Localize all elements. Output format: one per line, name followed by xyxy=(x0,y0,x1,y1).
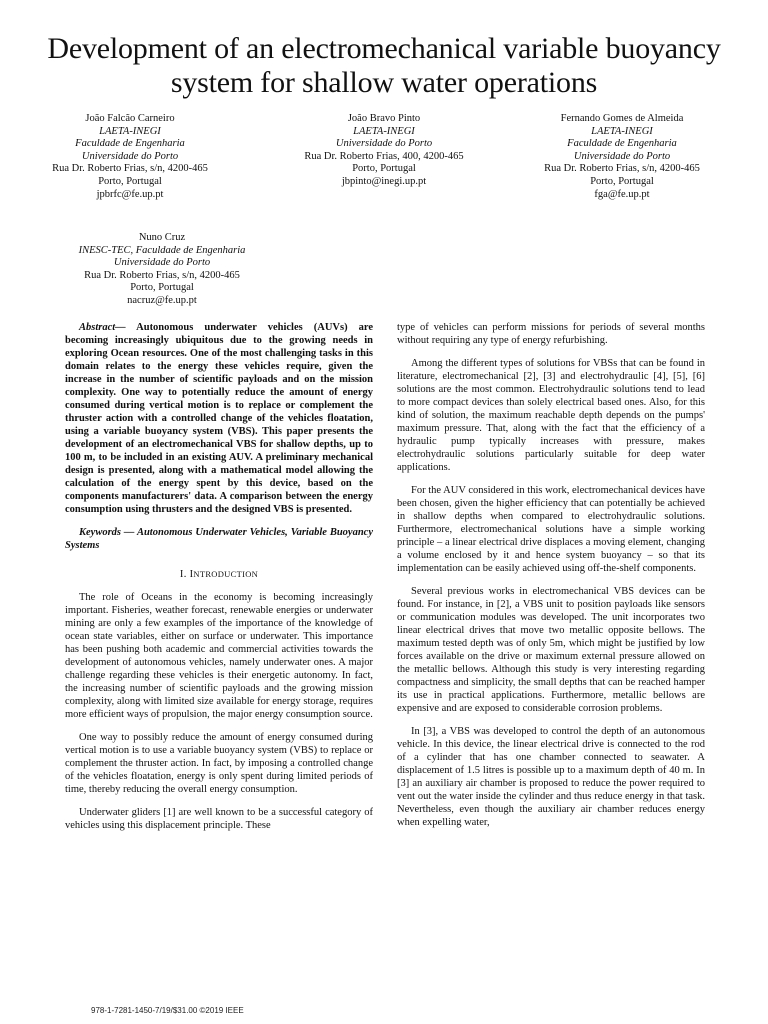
author-address: Rua Dr. Roberto Frias, s/n, 4200-465 xyxy=(52,163,208,175)
paragraph: Several previous works in electromechanical VBS devices can be found. For instance, in [2], a VBS unit to position payloads like sensors or communication modules was developed. The unit incorporates two linear electrical drives that move two metallic opposite bellows. The maximum tested depth was of only 5m, which might be justified by low forces available on the drive or maximum external pressure allowed on the metallic bellows. Although this study is very interesting regarding compactness and simplicity, the small depths that can be reached hamper its use in practical applications. Furthermore, metallic bellows are expensive and are exposed to considerable corrosion problems. xyxy=(397,586,705,714)
section-heading-introduction: I. INTRODUCTION xyxy=(179,569,259,580)
author-affiliation: INESC-TEC, Faculdade de Engenharia xyxy=(78,244,246,256)
paragraph: One way to possibly reduce the amount of energy consumed during vertical motion is to use a variable buoyancy system (VBS) to replace or complement the thruster action. In fact, by imposing a controlled change of the vehicles floatation, energy is only spent during limited periods of time, thereby reducing the overall energy consumption. xyxy=(65,732,373,795)
paper-title: Development of an electromechanical variable buoyancy system for shallow water operations xyxy=(47,32,721,99)
author-affiliation: Universidade do Porto xyxy=(113,257,211,269)
author-city: Porto, Portugal xyxy=(130,282,194,294)
paragraph: Underwater gliders [1] are well known to be a successful category of vehicles using this displacement principle. These xyxy=(65,807,373,831)
author-block-2 xyxy=(283,113,485,189)
author-name: Fernando Gomes de Almeida xyxy=(560,113,684,124)
paragraph: For the AUV considered in this work, electromechanical devices have been chosen, given the higher efficiency that can potentially be achieved in shallow depths when compared to electrohydraulic solutions. Furthermore, electromechanical solutions have a simple working principle – a linear electrical drive displaces a moving element, changing a volume enclosed by it and hence system buoyancy – so that its implementation can be easily achieved using off-the-shelf components. xyxy=(397,485,705,574)
author-email: nacruz@fe.up.pt xyxy=(127,294,197,306)
left-column xyxy=(65,321,373,842)
author-city: Porto, Portugal xyxy=(590,175,654,187)
author-affiliation: LAETA-INEGI xyxy=(353,125,415,137)
author-email: jpbrfc@fe.up.pt xyxy=(96,188,164,200)
author-affiliation: Universidade do Porto xyxy=(335,138,433,150)
author-name: João Bravo Pinto xyxy=(347,113,421,124)
author-address: Rua Dr. Roberto Frias, 400, 4200-465 xyxy=(304,150,464,162)
author-address: Rua Dr. Roberto Frias, s/n, 4200-465 xyxy=(84,269,240,281)
author-email: fga@fe.up.pt xyxy=(594,188,650,200)
author-affiliation: LAETA-INEGI xyxy=(591,125,653,137)
author-affiliation: Universidade do Porto xyxy=(573,150,671,162)
right-column xyxy=(397,321,705,839)
author-city: Porto, Portugal xyxy=(352,163,416,175)
keywords: Keywords — Autonomous Underwater Vehicles, Variable Buoyancy Systems xyxy=(65,527,373,551)
author-name: João Falcão Carneiro xyxy=(85,113,175,124)
author-affiliation: Universidade do Porto xyxy=(81,150,179,162)
author-block-4 xyxy=(60,232,264,308)
author-email: jbpinto@inegi.up.pt xyxy=(341,175,427,187)
copyright-footer: 978-1-7281-1450-7/19/$31.00 ©2019 IEEE xyxy=(91,1006,244,1015)
abstract-label: Abstract— xyxy=(79,322,126,333)
author-city: Porto, Portugal xyxy=(98,175,162,187)
author-affiliation: LAETA-INEGI xyxy=(99,125,161,137)
paragraph: type of vehicles can perform missions for periods of several months without requiring any type of energy refurbishing. xyxy=(397,322,705,346)
paragraph: Among the different types of solutions for VBSs that can be found in literature, electromechanical [2], [3] and electrohydraulic [4], [5], [6] solutions are the most common. Electrohydraulic solutions tend to lead to more compact devices than solely electrical based ones. Also, for this kind of solution, the maximum reachable depth depends on the pumps' maximum pressure. That, along with the fact that the efficiency of a hydraulic pump typically increases with pressure, makes electrohydraulic solutions particularly suitable for deep water applications. xyxy=(397,358,705,473)
abstract xyxy=(65,321,373,516)
paragraph: The role of Oceans in the economy is becoming increasingly important. Fisheries, weather forecast, renewable energies or underwater mining are only a few examples of the importance of the knowledge of ocean state variables, either on surface or underwater. This importance has been pushing both academic and commercial activities towards the development of autonomous vehicles, namely underwater ones. A major challenge regarding these vehicles is their energetic autonomy. In fact, the increasing number of scientific payloads and the growing mission complexity, along with limited size available for energy storage, requires more efficient ways of propulsion, the major energy consumption source. xyxy=(65,592,373,720)
author-block-1 xyxy=(28,113,232,201)
author-affiliation: Faculdade de Engenharia xyxy=(567,138,677,150)
author-affiliation: Faculdade de Engenharia xyxy=(75,138,185,150)
author-address: Rua Dr. Roberto Frias, s/n, 4200-465 xyxy=(544,163,700,175)
author-block-3 xyxy=(520,113,724,201)
abstract-text: Autonomous underwater vehicles (AUVs) are becoming increasingly ubiquitous due to the growing needs in exploring Ocean resources. One of the most challenging tasks in this domain relates to the energy these vehicles require, given the increase in the number of scientific payloads and on the mission complexity. One way to potentially reduce the amount of energy consumed during vertical motion is to replace or complement the thruster action with a controlled change of the vehicles floatation, using a variable buoyancy system (VBS). This paper presents the development of an electromechanical VBS for shallow depths, up to 100 m, to be included in an existing AUV. A preliminary mechanical design is presented, along with a mathematical model allowing the calculation of the energy spent by this device, based on the components manufacturers' data. A comparison between the energy consumption using thrusters and the designed VBS is presented. xyxy=(65,322,373,515)
author-name: Nuno Cruz xyxy=(138,232,186,243)
paragraph: In [3], a VBS was developed to control the depth of an autonomous vehicle. In this device, the linear electrical drive is connected to the rod of a cylinder that has one chamber connected to seawater. A displacement of 1.5 litres is possible up to a maximum depth of 40 m. In [3] an auxiliary air chamber is proposed to reduce the power required to vent out the water inside the cylinder and thus reduce energy in that task. Nevertheless, even though the auxiliary air chamber reduces energy when expelling water, xyxy=(397,726,705,828)
